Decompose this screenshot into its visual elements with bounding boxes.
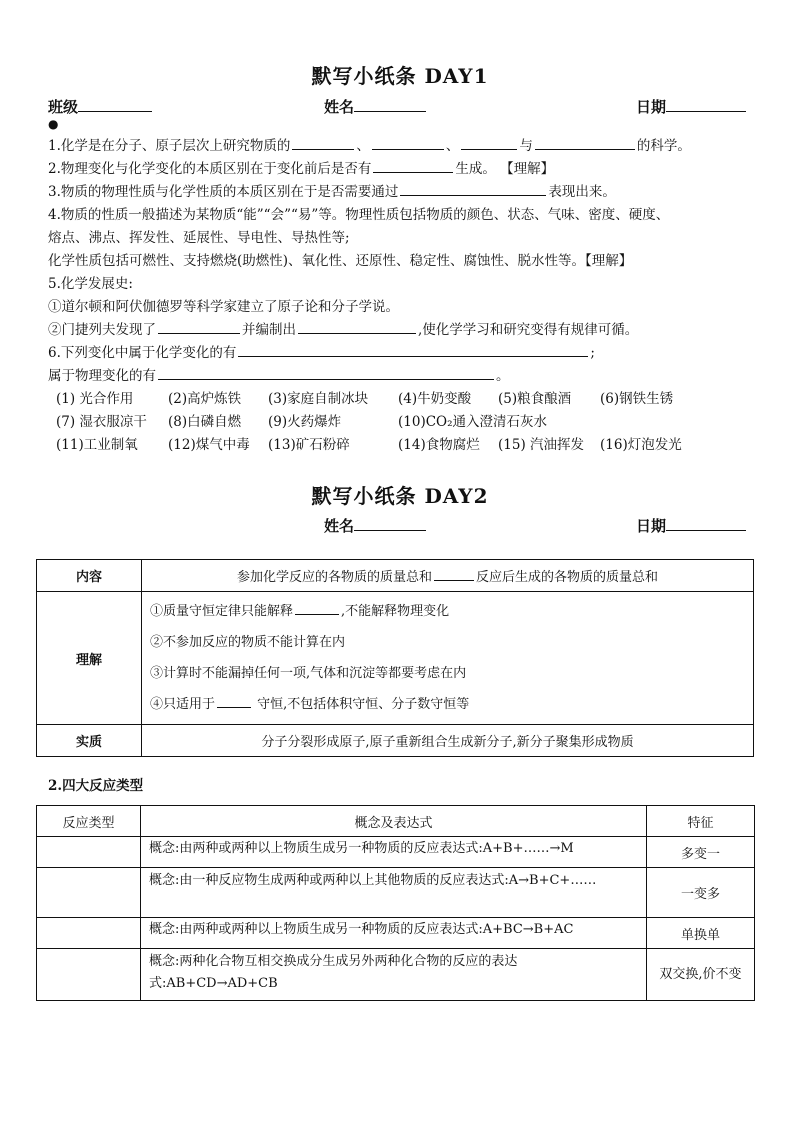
- option-item: (1) 光合作用: [56, 391, 134, 407]
- class-field: [48, 96, 152, 117]
- date-label: 日期: [636, 98, 667, 116]
- date-field: [636, 96, 746, 117]
- table-row: [37, 918, 755, 949]
- concept-cell: 概念:由两种或两种以上物质生成另一种物质的反应表达式:A+B+……→M: [141, 837, 647, 868]
- option-item: (13)矿石粉碎: [268, 437, 350, 453]
- name-blank[interactable]: [354, 97, 426, 112]
- conservation-table: [36, 559, 754, 757]
- answer-blank[interactable]: [372, 136, 444, 150]
- list-item: ②不参加反应的物质不能计算在内: [150, 635, 346, 650]
- date-blank[interactable]: [666, 97, 746, 112]
- type-cell[interactable]: [37, 837, 141, 868]
- option-item: (9)火药爆炸: [268, 414, 342, 430]
- question-4-line-3: 化学性质包括可燃性、支持燃烧(助燃性)、氧化性、还原性、稳定性、腐蚀性、脱水性等。【理解】: [48, 253, 633, 269]
- table-row: [37, 725, 754, 757]
- date-blank[interactable]: [666, 516, 746, 531]
- answer-blank[interactable]: [158, 320, 240, 334]
- option-item: (16)灯泡发光: [600, 437, 682, 453]
- concept-cell: 概念:由一种反应物生成两种或两种以上其他物质的反应表达式:A→B+C+……: [141, 868, 647, 918]
- content-text: 参加化学反应的各物质的质量总和 反应后生成的各物质的质量总和: [142, 560, 754, 592]
- type-cell[interactable]: [37, 949, 141, 1001]
- essence-label: 实质: [37, 725, 142, 757]
- option-item: (6)钢铁生锈: [600, 391, 674, 407]
- concept-cell: 概念:两种化合物互相交换成分生成另外两种化合物的反应的表达式:AB+CD→AD+CB: [141, 949, 647, 1001]
- answer-blank[interactable]: [238, 343, 588, 357]
- table-row: [37, 837, 755, 868]
- name-field: [324, 96, 426, 117]
- options-row-3: [56, 435, 700, 455]
- option-item: (11)工业制氧: [56, 437, 138, 453]
- section-2-title: 2.四大反应类型: [48, 778, 144, 794]
- feature-cell: 单换单: [647, 918, 755, 949]
- day2-name-field: [324, 515, 426, 536]
- question-2: 2.物理变化与化学变化的本质区别在于变化前后是否有 生成。 【理解】: [48, 161, 555, 177]
- list-item: ①质量守恒定律只能解释 ,不能解释物理变化: [142, 596, 753, 627]
- answer-blank[interactable]: [298, 320, 416, 334]
- understand-list: [142, 592, 754, 725]
- answer-blank[interactable]: [158, 366, 494, 380]
- table-row: [37, 868, 755, 918]
- option-item: (15) 汽油挥发: [498, 437, 585, 453]
- feature-cell: 多变一: [647, 837, 755, 868]
- list-item: ③计算时不能漏掉任何一项,气体和沉淀等都要考虑在内: [150, 666, 467, 681]
- table-row: [37, 949, 755, 1001]
- header-feature: 特征: [647, 806, 755, 837]
- table-header-row: [37, 806, 755, 837]
- history-item-2: ②门捷列夫发现了 并编制出 ,使化学学习和研究变得有规律可循。: [48, 322, 639, 338]
- name-blank[interactable]: [354, 516, 426, 531]
- table-row: [37, 592, 754, 725]
- header-type: 反应类型: [37, 806, 141, 837]
- answer-blank[interactable]: [434, 567, 474, 581]
- name-label: 姓名: [324, 98, 355, 116]
- options-row-1: [56, 389, 700, 409]
- option-item: (12)煤气中毒: [168, 437, 250, 453]
- table-row: [37, 560, 754, 592]
- answer-blank[interactable]: [373, 159, 453, 173]
- type-cell[interactable]: [37, 868, 141, 918]
- type-cell[interactable]: [37, 918, 141, 949]
- list-item: ④只适用于 守恒,不包括体积守恒、分子数守恒等: [142, 689, 753, 720]
- option-item: (3)家庭自制冰块: [268, 391, 369, 407]
- question-4-line-2: 熔点、沸点、挥发性、延展性、导电性、导热性等;: [48, 230, 350, 246]
- option-item: (2)高炉炼铁: [168, 391, 242, 407]
- reaction-types-table: [36, 805, 755, 1001]
- options-row-2: [56, 412, 598, 432]
- question-4-line-1: 4.物质的性质一般描述为某物质“能”“会”“易”等。物理性质包括物质的颜色、状态、气味、密度、硬度、: [48, 207, 670, 223]
- class-blank[interactable]: [78, 97, 152, 112]
- day2-date-field: [636, 515, 746, 536]
- answer-blank[interactable]: [217, 694, 251, 708]
- content-label: 内容: [37, 560, 142, 592]
- answer-blank[interactable]: [461, 136, 517, 150]
- question-6-chemical: 6.下列变化中属于化学变化的有 ;: [48, 345, 595, 361]
- option-item: (7) 湿衣服凉干: [56, 414, 147, 430]
- day1-title: 默写小纸条 DAY1: [311, 64, 489, 88]
- date-label: 日期: [636, 517, 667, 535]
- class-label: 班级: [48, 98, 79, 116]
- understand-label: 理解: [37, 592, 142, 725]
- answer-blank[interactable]: [400, 182, 546, 196]
- answer-blank[interactable]: [535, 136, 635, 150]
- option-item: (5)粮食酿酒: [498, 391, 572, 407]
- question-5-heading: 5.化学发展史:: [48, 276, 133, 292]
- concept-cell: 概念:由两种或两种以上物质生成另一种物质的反应表达式:A+BC→B+AC: [141, 918, 647, 949]
- history-item-1: ①道尔顿和阿伏伽德罗等科学家建立了原子论和分子学说。: [48, 299, 399, 315]
- bullet-icon: ●: [48, 117, 59, 131]
- feature-cell: 双交换,价不变: [647, 949, 755, 1001]
- option-item: (4)牛奶变酸: [398, 391, 472, 407]
- header-concept: 概念及表达式: [141, 806, 647, 837]
- answer-blank[interactable]: [295, 601, 339, 615]
- option-item: (10)CO₂通入澄清石灰水: [398, 414, 548, 430]
- question-1: 1.化学是在分子、原子层次上研究物质的 、 、 与 的科学。: [48, 138, 691, 154]
- question-6-physical: 属于物理变化的有 。: [48, 368, 510, 384]
- feature-cell: 一变多: [647, 868, 755, 918]
- essence-text: 分子分裂形成原子,原子重新组合生成新分子,新分子聚集形成物质: [142, 725, 754, 757]
- answer-blank[interactable]: [292, 136, 354, 150]
- option-item: (14)食物腐烂: [398, 437, 480, 453]
- name-label: 姓名: [324, 517, 355, 535]
- question-3: 3.物质的物理性质与化学性质的本质区别在于是否需要通过 表现出来。: [48, 184, 616, 200]
- option-item: (8)白磷自燃: [168, 414, 242, 430]
- day2-title: 默写小纸条 DAY2: [311, 484, 489, 508]
